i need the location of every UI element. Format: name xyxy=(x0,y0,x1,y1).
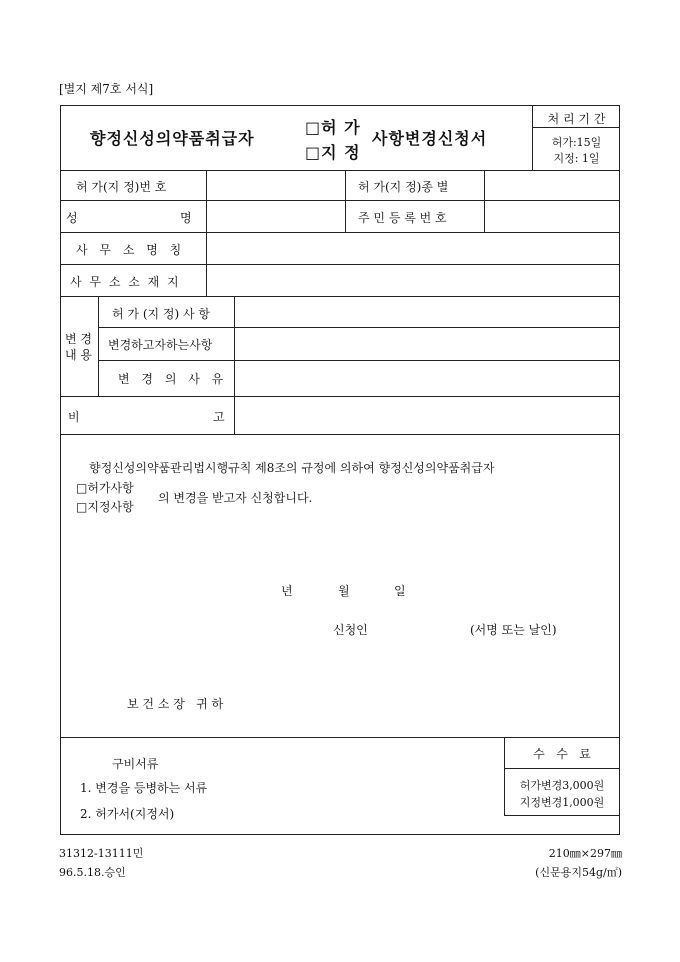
permit-number-label: 허 가(지 정)번 호 xyxy=(76,180,167,194)
form-title-suffix: 사항변경신청서 xyxy=(372,129,488,148)
form-title-prefix: 향정신성의약품취급자 xyxy=(90,129,255,148)
office-address-label: 사 무 소 소 재 지 xyxy=(70,275,181,289)
fee-permit: 허가변경3,000원 xyxy=(519,779,605,792)
signature-label: (서명 또는 날인) xyxy=(470,623,557,637)
fee-designation: 지정변경1,000원 xyxy=(519,796,605,809)
title-permit-checkbox[interactable]: □허 가 xyxy=(305,118,361,137)
reason-label: 변 경 의 사 유 xyxy=(118,372,228,386)
addressee: 보 건 소 장 귀 하 xyxy=(127,697,224,711)
permit-number-field[interactable] xyxy=(207,171,344,200)
title-designation-checkbox[interactable]: □지 정 xyxy=(305,143,361,162)
footer-size: 210㎜×297㎜ xyxy=(548,847,622,860)
fee-header: 수 수 료 xyxy=(533,747,591,761)
declaration-permit-checkbox[interactable]: □허가사항 xyxy=(76,481,134,495)
remarks-field[interactable] xyxy=(235,397,619,434)
office-name-field[interactable] xyxy=(207,233,619,264)
resident-number-field[interactable] xyxy=(485,201,619,232)
footer-approved: 96.5.18.승인 xyxy=(59,866,126,879)
name-label-last: 명 xyxy=(180,211,192,225)
declaration-line-2: 의 변경을 받고자 신청합니다. xyxy=(158,491,313,505)
footer-code: 31312-13111민 xyxy=(59,847,144,860)
change-group-label-1: 변 경 xyxy=(65,332,92,346)
remarks-label-last: 고 xyxy=(213,410,225,424)
date-year: 년 xyxy=(281,584,293,598)
permit-type-field[interactable] xyxy=(485,171,619,200)
name-label-first: 성 xyxy=(66,211,78,225)
office-address-field[interactable] xyxy=(207,265,619,296)
footer-paper: (신문용지54g/㎡) xyxy=(535,866,622,879)
processing-period-header: 처 리 기 간 xyxy=(547,112,606,126)
permit-items-label: 허 가 (지 정) 사 항 xyxy=(112,307,210,321)
permit-type-label: 허 가(지 정)종 별 xyxy=(358,180,449,194)
reason-field[interactable] xyxy=(235,361,619,396)
applicant-label: 신청인 xyxy=(333,623,368,637)
resident-number-label: 주 민 등 록 번 호 xyxy=(358,211,447,225)
items-to-change-label: 변경하고자하는사항 xyxy=(108,338,213,352)
documents-item-2: 2. 허가서(지정서) xyxy=(80,807,175,821)
name-field[interactable] xyxy=(207,201,344,232)
processing-designation-days: 지정: 1일 xyxy=(553,152,600,165)
permit-items-field[interactable] xyxy=(235,297,619,327)
date-day: 일 xyxy=(394,584,406,598)
remarks-label-first: 비 xyxy=(68,410,80,424)
change-group-label-2: 내 용 xyxy=(65,348,92,362)
declaration-line-1: 향정신성의약품관리법시행규칙 제8조의 규정에 의하여 향정신성의약품취급자 xyxy=(89,461,495,475)
processing-permit-days: 허가:15일 xyxy=(551,136,602,149)
form-label: [별지 제7호 서식] xyxy=(59,82,154,96)
declaration-designation-checkbox[interactable]: □지정사항 xyxy=(76,500,134,514)
date-month: 월 xyxy=(338,584,350,598)
office-name-label: 사 무 소 명 칭 xyxy=(76,243,186,257)
documents-header: 구비서류 xyxy=(112,757,159,771)
items-to-change-field[interactable] xyxy=(235,328,619,360)
documents-item-1: 1. 변경을 등병하는 서류 xyxy=(80,781,208,795)
